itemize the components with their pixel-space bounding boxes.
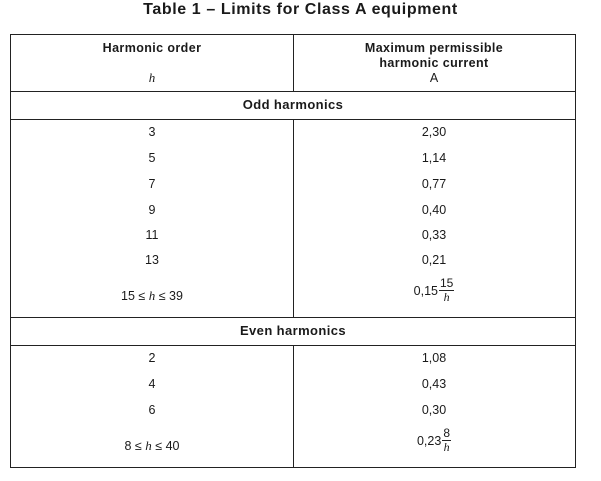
even-order-4: 4: [148, 377, 156, 391]
odd-order-5: 5: [148, 151, 156, 165]
odd-rows-bottom-rule: [11, 317, 575, 318]
even-harmonics-heading: Even harmonics: [239, 323, 347, 338]
limits-table: [10, 34, 576, 468]
even-current-2: 1,08: [421, 351, 447, 365]
even-current-4: 0,43: [421, 377, 447, 391]
even-range-numerator: 8: [443, 426, 451, 440]
odd-range-pre: 15 ≤: [121, 289, 149, 303]
odd-range-fraction: [439, 277, 454, 304]
odd-order-7: 7: [148, 177, 156, 191]
even-current-6: 0,30: [421, 403, 447, 417]
odd-current-7: 0,77: [421, 177, 447, 191]
even-range-post: ≤ 40: [151, 439, 180, 453]
even-range-var: h: [145, 438, 152, 453]
even-range-order: [11, 438, 293, 454]
even-range-denominator: h: [443, 440, 450, 454]
even-section-bottom-rule: [11, 345, 575, 346]
odd-range-var: h: [148, 288, 156, 303]
even-order-6: 6: [148, 403, 156, 417]
even-order-2: 2: [148, 351, 156, 365]
odd-current-3: 2,30: [421, 125, 447, 139]
odd-order-3: 3: [148, 125, 156, 139]
even-range-pre: 8 ≤: [124, 439, 146, 453]
odd-range-coef: 0,15: [413, 283, 438, 298]
even-range-coef: 0,23: [416, 433, 442, 448]
header-max-current-line2: harmonic current: [379, 56, 489, 70]
odd-range-post: ≤ 39: [155, 289, 183, 303]
odd-range-denominator: h: [443, 290, 450, 304]
even-range-formula: [293, 427, 575, 454]
odd-current-13: 0,21: [421, 253, 447, 267]
odd-range-numerator: 15: [439, 276, 454, 290]
header-bottom-rule: [11, 91, 575, 92]
odd-current-5: 1,14: [421, 151, 447, 165]
header-harmonic-order: Harmonic order: [102, 41, 202, 55]
odd-range-formula: [293, 277, 575, 304]
table-title: Table 1 – Limits for Class A equipment: [143, 1, 458, 18]
odd-order-11: 11: [145, 228, 159, 242]
odd-current-11: 0,33: [421, 228, 447, 242]
odd-current-9: 0,40: [421, 203, 447, 217]
header-max-current-line1: Maximum permissible: [364, 41, 504, 55]
header-harmonic-symbol: h: [148, 70, 156, 85]
odd-order-13: 13: [145, 253, 159, 267]
odd-section-bottom-rule: [11, 119, 575, 120]
header-unit: A: [429, 71, 439, 85]
odd-range-order: [11, 288, 293, 304]
odd-order-9: 9: [148, 203, 156, 217]
even-range-fraction: [442, 427, 451, 454]
odd-harmonics-heading: Odd harmonics: [242, 97, 344, 112]
